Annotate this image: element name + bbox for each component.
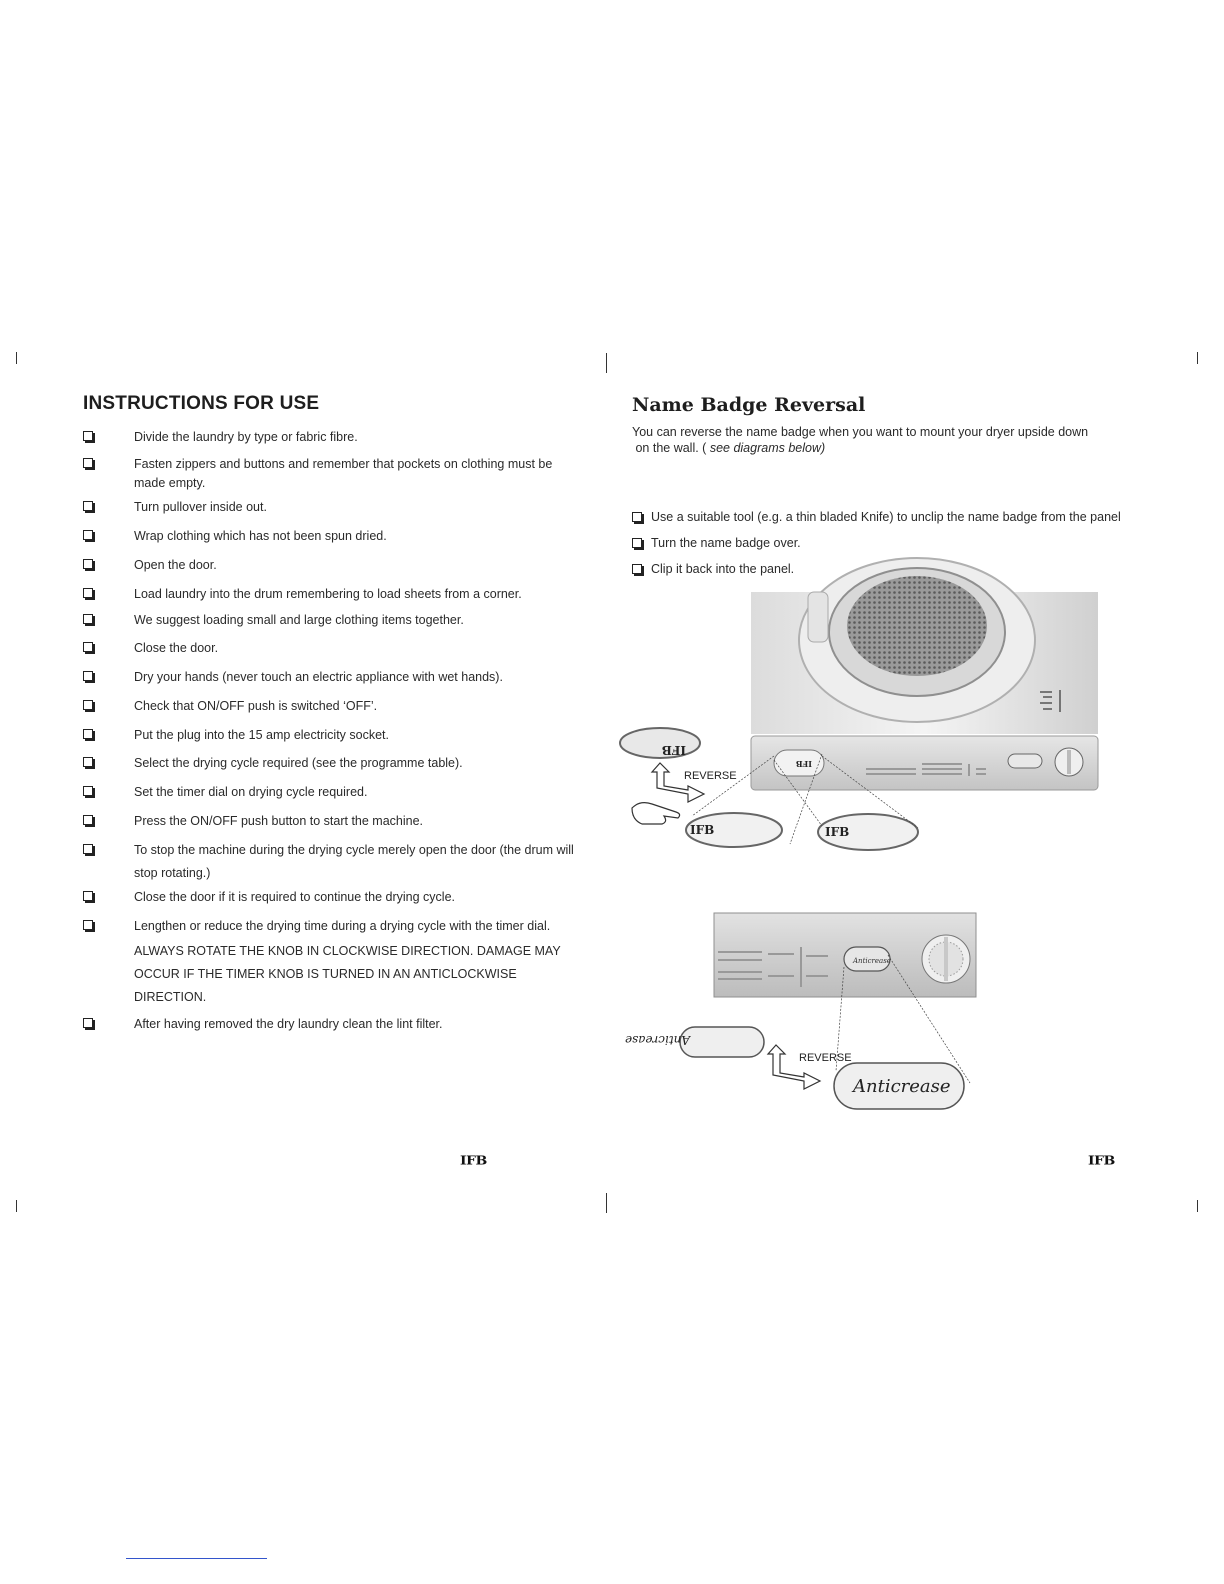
crop-mark [16, 352, 17, 364]
checkbox-bullet-icon [83, 671, 93, 681]
anticrease-badge-diagram [624, 905, 976, 1115]
crop-mark [606, 353, 607, 373]
checkbox-bullet-icon [83, 920, 93, 930]
footer-logo: IFB [460, 1154, 487, 1168]
checkbox-bullet-icon [83, 786, 93, 796]
badge-reversed [680, 1027, 764, 1057]
checkbox-bullet-icon [83, 431, 93, 441]
badge-normal-text: IFB [690, 823, 715, 837]
footer-rule [126, 1558, 267, 1559]
checkbox-bullet-icon [83, 458, 93, 468]
footer-logo: IFB [1088, 1154, 1115, 1168]
page-title-instructions: INSTRUCTIONS FOR USE [83, 393, 320, 414]
timer-knob-grip [1067, 750, 1071, 774]
checkbox-bullet-icon [632, 538, 642, 548]
checkbox-bullet-icon [83, 530, 93, 540]
badge-reversed-text: Anticrease [624, 1033, 690, 1047]
crop-mark [16, 1200, 17, 1212]
reverse-label: REVERSE [684, 770, 737, 782]
timer-knob-grip [944, 937, 948, 981]
badge-panel-zoom-text: IFB [825, 825, 850, 839]
checkbox-bullet-icon [83, 642, 93, 652]
checkbox-bullet-icon [83, 729, 93, 739]
intro-paragraph: You can reverse the name badge when you want to mount your dryer upside down on the wall. ( see diagrams below) [632, 425, 1089, 455]
checkbox-bullet-icon [83, 614, 93, 624]
panel-anticrease-text: Anticrease [853, 957, 891, 965]
drum-mesh [847, 576, 987, 676]
checkbox-bullet-icon [83, 1018, 93, 1028]
page-title-name-badge: Name Badge Reversal [632, 394, 866, 416]
anticrease-button [1008, 754, 1042, 768]
checkbox-bullet-icon [83, 501, 93, 511]
checkbox-bullet-icon [83, 700, 93, 710]
badge-normal-text: Anticrease [853, 1076, 951, 1097]
checkbox-bullet-icon [83, 559, 93, 569]
badge-reversed [620, 728, 700, 758]
checkbox-bullet-icon [83, 815, 93, 825]
door-handle [808, 592, 828, 642]
dryer-badge-diagram [612, 590, 1107, 860]
checkbox-bullet-icon [83, 891, 93, 901]
crop-mark [1197, 352, 1198, 364]
checkbox-bullet-icon [632, 512, 642, 522]
checkbox-bullet-icon [83, 757, 93, 767]
reverse-label: REVERSE [799, 1052, 852, 1064]
timer-knob-warning: ALWAYS ROTATE THE KNOB IN CLOCKWISE DIRECTION. DAMAGE MAY OCCUR IF THE TIMER KNOB IS TURNED IN AN ANTICLOCKWISE DIRECTION. [134, 944, 561, 1004]
checkbox-bullet-icon [83, 588, 93, 598]
crop-mark [606, 1193, 607, 1213]
checkbox-bullet-icon [632, 564, 642, 574]
crop-mark [1197, 1200, 1198, 1212]
panel-badge-text: IFB [795, 759, 812, 769]
pointing-hand-icon [632, 803, 680, 824]
badge-reversed-text: IFB [661, 743, 686, 757]
checkbox-bullet-icon [83, 844, 93, 854]
reverse-arrow-icon [652, 763, 704, 802]
